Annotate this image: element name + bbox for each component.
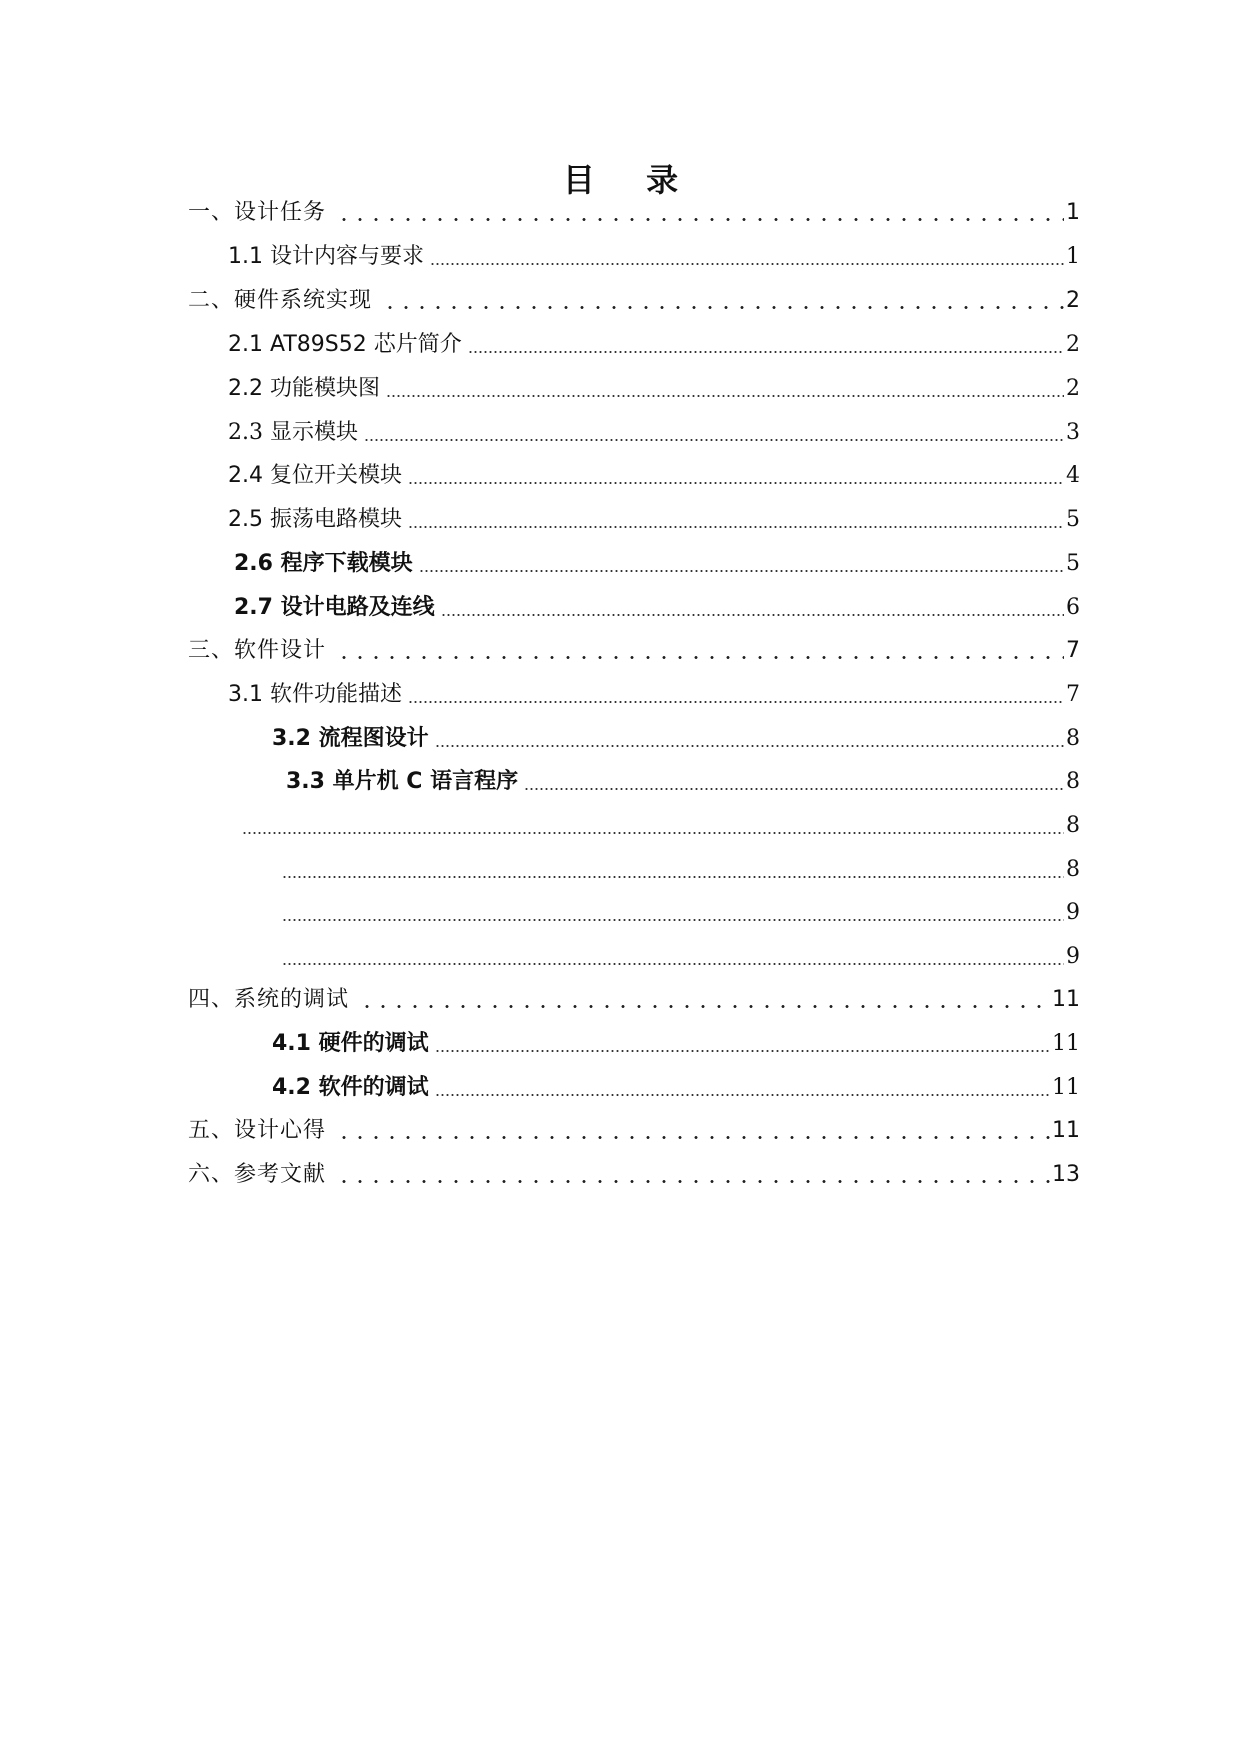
toc-entry-3-2[interactable] xyxy=(272,724,1080,754)
toc-entry-page: 3 xyxy=(1066,420,1080,445)
toc-entry-label: 2.3 显示模块 xyxy=(228,420,358,445)
dot-leader xyxy=(524,767,1064,797)
toc-entry-blank-3[interactable] xyxy=(276,898,1080,928)
dot-leader xyxy=(408,461,1064,491)
toc-entry-label: 六、参考文献 xyxy=(188,1162,327,1187)
toc-entry-page: 8 xyxy=(1066,726,1080,751)
toc-entry-label: 2.5 振荡电路模块 xyxy=(228,507,402,532)
dot-leader xyxy=(435,1029,1050,1059)
toc-entry-page: 2 xyxy=(1066,376,1080,401)
dot-leader xyxy=(419,549,1064,579)
dot-leader xyxy=(468,330,1064,360)
toc-entry-page: 7 xyxy=(1066,638,1080,663)
toc-entry-page: 7 xyxy=(1066,682,1080,707)
toc-entry-2-3[interactable] xyxy=(228,418,1080,448)
toc-entry-chapter-1[interactable] xyxy=(188,198,1080,228)
dot-leader xyxy=(332,198,1064,228)
dot-leader xyxy=(386,374,1064,404)
toc-entry-label: 一、设计任务 xyxy=(188,200,327,225)
toc-entry-label: 二、硬件系统实现 xyxy=(188,288,373,313)
toc-entry-label: 2.7 设计电路及连线 xyxy=(234,595,435,620)
dot-leader xyxy=(435,724,1064,754)
toc-entry-blank-1[interactable] xyxy=(236,811,1080,841)
toc-title xyxy=(0,158,1241,202)
dot-leader xyxy=(242,811,1064,841)
dot-leader xyxy=(282,855,1064,885)
toc-entry-page: 11 xyxy=(1052,987,1080,1012)
toc-entry-page: 1 xyxy=(1066,200,1080,225)
dot-leader xyxy=(355,985,1050,1015)
dot-leader xyxy=(430,242,1064,272)
toc-entry-label: 1.1 设计内容与要求 xyxy=(228,244,424,269)
toc-entry-label: 2.6 程序下载模块 xyxy=(234,551,413,576)
toc-entry-2-6[interactable] xyxy=(234,549,1080,579)
toc-entry-page: 11 xyxy=(1052,1118,1080,1143)
toc-title-text: 目 录 xyxy=(562,161,699,199)
dot-leader xyxy=(282,898,1064,928)
toc-entry-label: 2.1 AT89S52 芯片简介 xyxy=(228,332,462,357)
dot-leader xyxy=(332,636,1064,666)
dot-leader xyxy=(408,680,1064,710)
toc-entry-2-5[interactable] xyxy=(228,505,1080,535)
toc-entry-1-1[interactable] xyxy=(228,242,1080,272)
toc-entry-2-1[interactable] xyxy=(228,330,1080,360)
toc-entry-label: 4.2 软件的调试 xyxy=(272,1075,429,1100)
toc-entry-label: 2.2 功能模块图 xyxy=(228,376,380,401)
toc-entry-page: 9 xyxy=(1066,900,1080,925)
toc-entry-page: 11 xyxy=(1052,1075,1080,1100)
toc-entry-label: 四、系统的调试 xyxy=(188,987,350,1012)
toc-entry-chapter-3[interactable] xyxy=(188,636,1080,666)
toc-entry-page: 8 xyxy=(1066,769,1080,794)
dot-leader xyxy=(435,1073,1050,1103)
dot-leader xyxy=(408,505,1064,535)
toc-entry-page: 2 xyxy=(1066,332,1080,357)
toc-entry-label: 2.4 复位开关模块 xyxy=(228,463,402,488)
toc-entry-label: 4.1 硬件的调试 xyxy=(272,1031,429,1056)
dot-leader xyxy=(282,942,1064,972)
toc-entry-3-1[interactable] xyxy=(228,680,1080,710)
toc-entry-2-2[interactable] xyxy=(228,374,1080,404)
toc-entry-page: 4 xyxy=(1066,463,1080,488)
toc-entry-label: 3.3 单片机 C 语言程序 xyxy=(286,769,519,794)
toc-entry-page: 2 xyxy=(1066,288,1080,313)
dot-leader xyxy=(364,418,1064,448)
toc-entry-label: 3.2 流程图设计 xyxy=(272,726,429,751)
dot-leader xyxy=(441,593,1064,623)
dot-leader xyxy=(332,1160,1050,1190)
toc-entry-chapter-5[interactable] xyxy=(188,1116,1080,1146)
toc-entry-2-7[interactable] xyxy=(234,593,1080,623)
dot-leader xyxy=(332,1116,1050,1146)
toc-entry-page: 1 xyxy=(1066,244,1080,269)
toc-entry-chapter-6[interactable] xyxy=(188,1160,1080,1190)
toc-entry-3-3[interactable] xyxy=(286,767,1080,797)
toc-entry-label: 3.1 软件功能描述 xyxy=(228,682,402,707)
toc-entry-page: 9 xyxy=(1066,944,1080,969)
toc-entry-page: 8 xyxy=(1066,857,1080,882)
dot-leader xyxy=(378,286,1064,316)
toc-entry-chapter-4[interactable] xyxy=(188,985,1080,1015)
toc-entry-page: 5 xyxy=(1066,507,1080,532)
toc-entry-page: 6 xyxy=(1066,595,1080,620)
toc-entry-chapter-2[interactable] xyxy=(188,286,1080,316)
toc-entry-4-2[interactable] xyxy=(272,1073,1080,1103)
toc-entry-4-1[interactable] xyxy=(272,1029,1080,1059)
toc-entry-page: 11 xyxy=(1052,1031,1080,1056)
toc-entry-2-4[interactable] xyxy=(228,461,1080,491)
toc-entry-blank-4[interactable] xyxy=(276,942,1080,972)
toc-entry-page: 13 xyxy=(1052,1162,1080,1187)
toc-entry-label: 五、设计心得 xyxy=(188,1118,327,1143)
toc-entry-page: 5 xyxy=(1066,551,1080,576)
toc-entry-page: 8 xyxy=(1066,813,1080,838)
toc-entry-label: 三、软件设计 xyxy=(188,638,327,663)
toc-entry-blank-2[interactable] xyxy=(276,855,1080,885)
